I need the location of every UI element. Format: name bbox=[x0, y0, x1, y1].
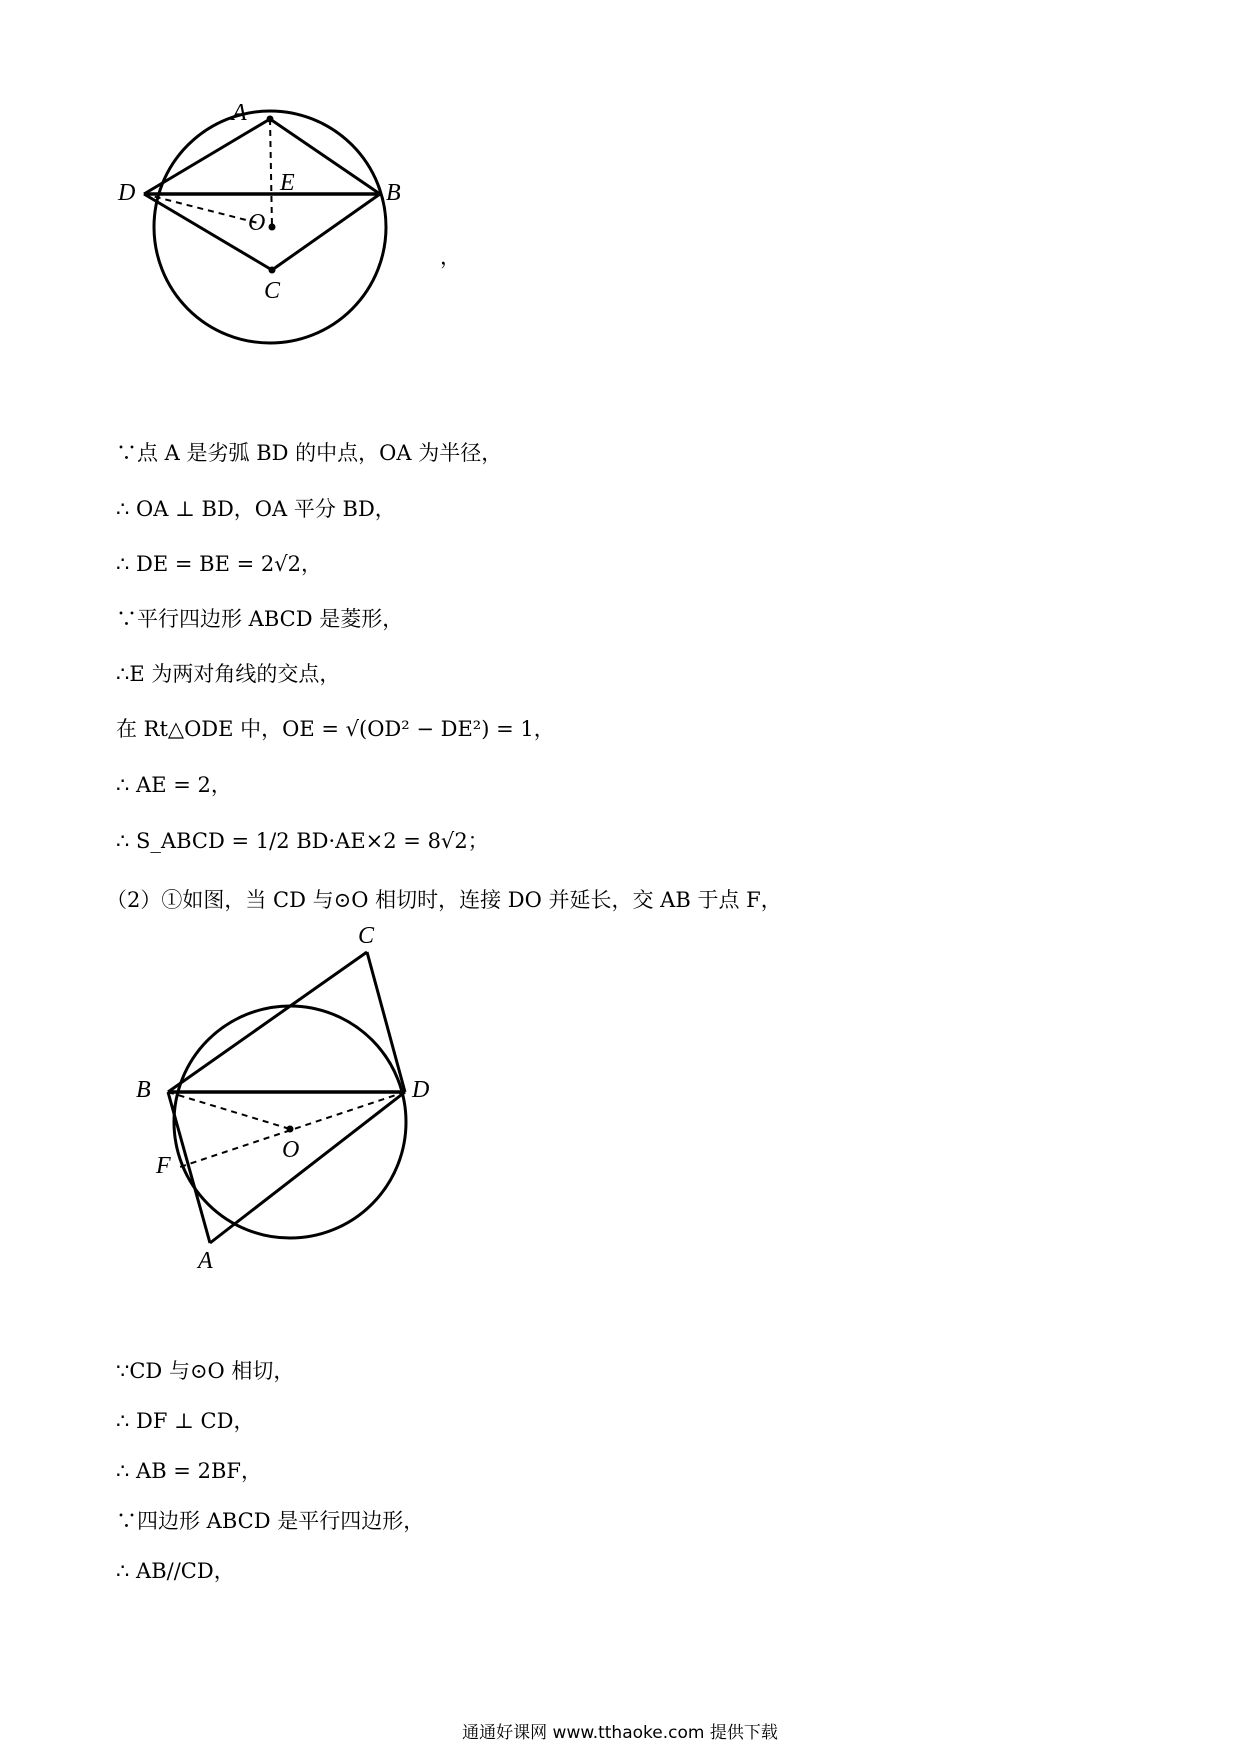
label-o: O bbox=[282, 1137, 300, 1163]
line-3: ∴ DE = BE = 2√2， bbox=[116, 552, 322, 576]
circle-o bbox=[174, 1006, 406, 1238]
line-9: （2）①如图，当 CD 与⊙O 相切时，连接 DO 并延长，交 AB 于点 F， bbox=[106, 888, 782, 912]
label-c: C bbox=[358, 925, 375, 949]
dashed-bo bbox=[168, 1092, 290, 1129]
line-6: 在 Rt△ODE 中，OE = √(OD² − DE²) = 1， bbox=[116, 717, 555, 741]
segment-cb bbox=[272, 194, 380, 270]
line-2: ∴ OA ⊥ BD，OA 平分 BD， bbox=[116, 497, 396, 521]
point-o bbox=[287, 1126, 294, 1133]
line-14: ∴ AB//CD， bbox=[116, 1559, 235, 1583]
page-footer: 通通好课网 www.tthaoke.com 提供下载 bbox=[462, 1723, 778, 1743]
line-10: ∵CD 与⊙O 相切， bbox=[116, 1359, 295, 1383]
dashed-do bbox=[144, 194, 258, 223]
line-13: ∵四边形 ABCD 是平行四边形， bbox=[116, 1509, 425, 1533]
label-b: B bbox=[136, 1077, 151, 1103]
figure-1-trailing-comma: ， bbox=[440, 245, 461, 269]
segment-ad bbox=[210, 1092, 405, 1243]
line-1: ∵点 A 是劣弧 BD 的中点，OA 为半径， bbox=[116, 441, 503, 465]
label-a: A bbox=[232, 100, 247, 126]
label-c: C bbox=[264, 278, 281, 304]
line-11: ∴ DF ⊥ CD， bbox=[116, 1409, 255, 1433]
label-b: B bbox=[386, 180, 401, 206]
point-o bbox=[269, 224, 276, 231]
figure-2-tangent-parallelogram bbox=[120, 925, 460, 1275]
line-7: ∴ AE = 2， bbox=[116, 773, 232, 797]
label-d: D bbox=[412, 1077, 430, 1103]
label-f: F bbox=[156, 1153, 171, 1179]
label-d: D bbox=[118, 180, 136, 206]
dashed-ao bbox=[270, 119, 272, 227]
line-8: ∴ S_ABCD = 1/2 BD·AE×2 = 8√2； bbox=[116, 829, 489, 853]
label-o: O bbox=[248, 210, 266, 236]
figure-1-rhombus-in-circle bbox=[100, 90, 460, 400]
line-5: ∴E 为两对角线的交点， bbox=[116, 662, 341, 686]
segment-cd bbox=[367, 952, 405, 1092]
segment-bc bbox=[168, 952, 367, 1092]
segment-ba bbox=[168, 1092, 210, 1243]
point-a bbox=[267, 116, 274, 123]
label-e: E bbox=[280, 170, 295, 196]
line-4: ∵平行四边形 ABCD 是菱形， bbox=[116, 607, 404, 631]
label-a: A bbox=[198, 1248, 213, 1274]
point-c bbox=[269, 267, 276, 274]
line-12: ∴ AB = 2BF， bbox=[116, 1459, 262, 1483]
